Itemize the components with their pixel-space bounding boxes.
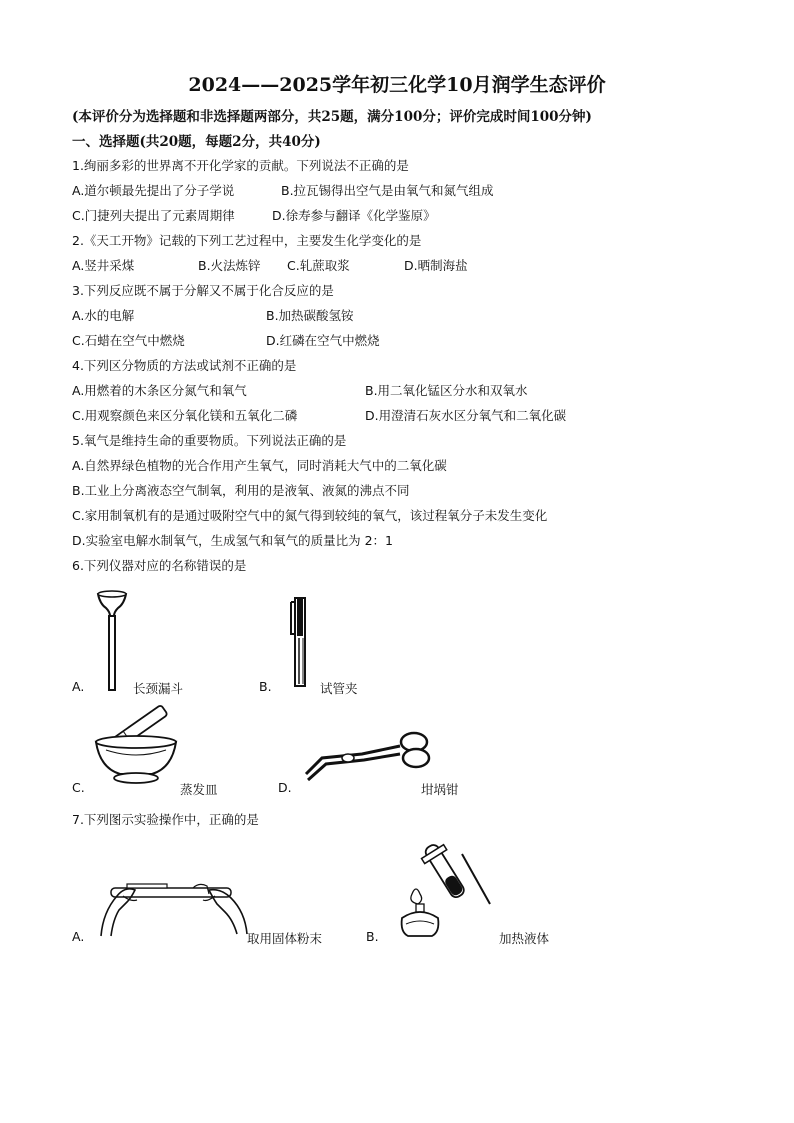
q1-option-c: C.门捷列夫提出了元素周期律	[72, 208, 235, 223]
q3-option-c: C.石蜡在空气中燃烧	[72, 333, 185, 348]
q4-option-c: C.用观察颜色来区分氧化镁和五氧化二磷	[72, 408, 298, 423]
q6-a-letter: A.	[72, 679, 85, 694]
q2-stem: 2.《天工开物》记载的下列工艺过程中，主要发生化学变化的是	[72, 233, 422, 248]
heating-liquid-operation-figure	[396, 838, 496, 942]
long-neck-funnel-figure	[92, 588, 132, 696]
q2-option-d: D.晒制海盐	[404, 258, 468, 273]
q7-stem: 7.下列图示实验操作中，正确的是	[72, 812, 259, 827]
q7-b-letter: B.	[366, 929, 379, 944]
q6-d-name: 坩埚钳	[421, 782, 459, 797]
q6-a-name: 长颈漏斗	[133, 681, 184, 696]
q7-b-name: 加热液体	[499, 931, 550, 946]
q5-option-c: C.家用制氧机有的是通过吸附空气中的氮气得到较纯的氧气，该过程氧分子未发生变化	[72, 508, 548, 523]
q5-option-d: D.实验室电解水制氧气，生成氢气和氧气的质量比为 2：1	[72, 533, 393, 548]
q7-a-name: 取用固体粉末	[247, 931, 323, 946]
q2-option-a: A.竖井采煤	[72, 258, 135, 273]
q7-a-letter: A.	[72, 929, 85, 944]
q4-option-d: D.用澄清石灰水区分氧气和二氧化碳	[365, 408, 567, 423]
q3-option-a: A.水的电解	[72, 308, 135, 323]
test-tube-holder-figure	[287, 594, 313, 690]
q6-d-letter: D.	[278, 780, 292, 795]
mortar-and-pestle-figure	[92, 702, 180, 788]
q5-option-a: A.自然界绿色植物的光合作用产生氧气，同时消耗大气中的二氧化碳	[72, 458, 447, 473]
crucible-tongs-figure	[302, 728, 442, 786]
q6-c-name: 蒸发皿	[180, 782, 218, 797]
section-heading: 一、选择题(共20题，每题2分，共40分)	[72, 134, 321, 150]
q2-option-c: C.轧蔗取浆	[287, 258, 350, 273]
page-title: 2024——2025学年初三化学10月润学生态评价	[188, 74, 606, 96]
solid-powder-operation-figure	[97, 866, 249, 940]
q1-option-b: B.拉瓦锡得出空气是由氧气和氮气组成	[281, 183, 494, 198]
q3-stem: 3.下列反应既不属于分解又不属于化合反应的是	[72, 283, 334, 298]
q5-stem: 5.氧气是维持生命的重要物质。下列说法正确的是	[72, 433, 347, 448]
q1-stem: 1.绚丽多彩的世界离不开化学家的贡献。下列说法不正确的是	[72, 158, 409, 173]
exam-instructions: (本评价分为选择题和非选择题两部分，共25题，满分100分；评价完成时间100分钟)	[72, 109, 592, 125]
q4-option-b: B.用二氧化锰区分水和双氧水	[365, 383, 528, 398]
q6-stem: 6.下列仪器对应的名称错误的是	[72, 558, 247, 573]
q6-b-letter: B.	[259, 679, 272, 694]
q1-option-a: A.道尔顿最先提出了分子学说	[72, 183, 235, 198]
q1-option-d: D.徐寿参与翻译《化学鉴原》	[272, 208, 436, 223]
q5-option-b: B.工业上分离液态空气制氧，利用的是液氧、液氮的沸点不同	[72, 483, 410, 498]
q6-b-name: 试管夹	[320, 681, 358, 696]
q6-c-letter: C.	[72, 780, 85, 795]
q3-option-d: D.红磷在空气中燃烧	[266, 333, 380, 348]
q4-option-a: A.用燃着的木条区分氮气和氧气	[72, 383, 247, 398]
q2-option-b: B.火法炼锌	[198, 258, 261, 273]
q4-stem: 4.下列区分物质的方法或试剂不正确的是	[72, 358, 297, 373]
q3-option-b: B.加热碳酸氢铵	[266, 308, 354, 323]
